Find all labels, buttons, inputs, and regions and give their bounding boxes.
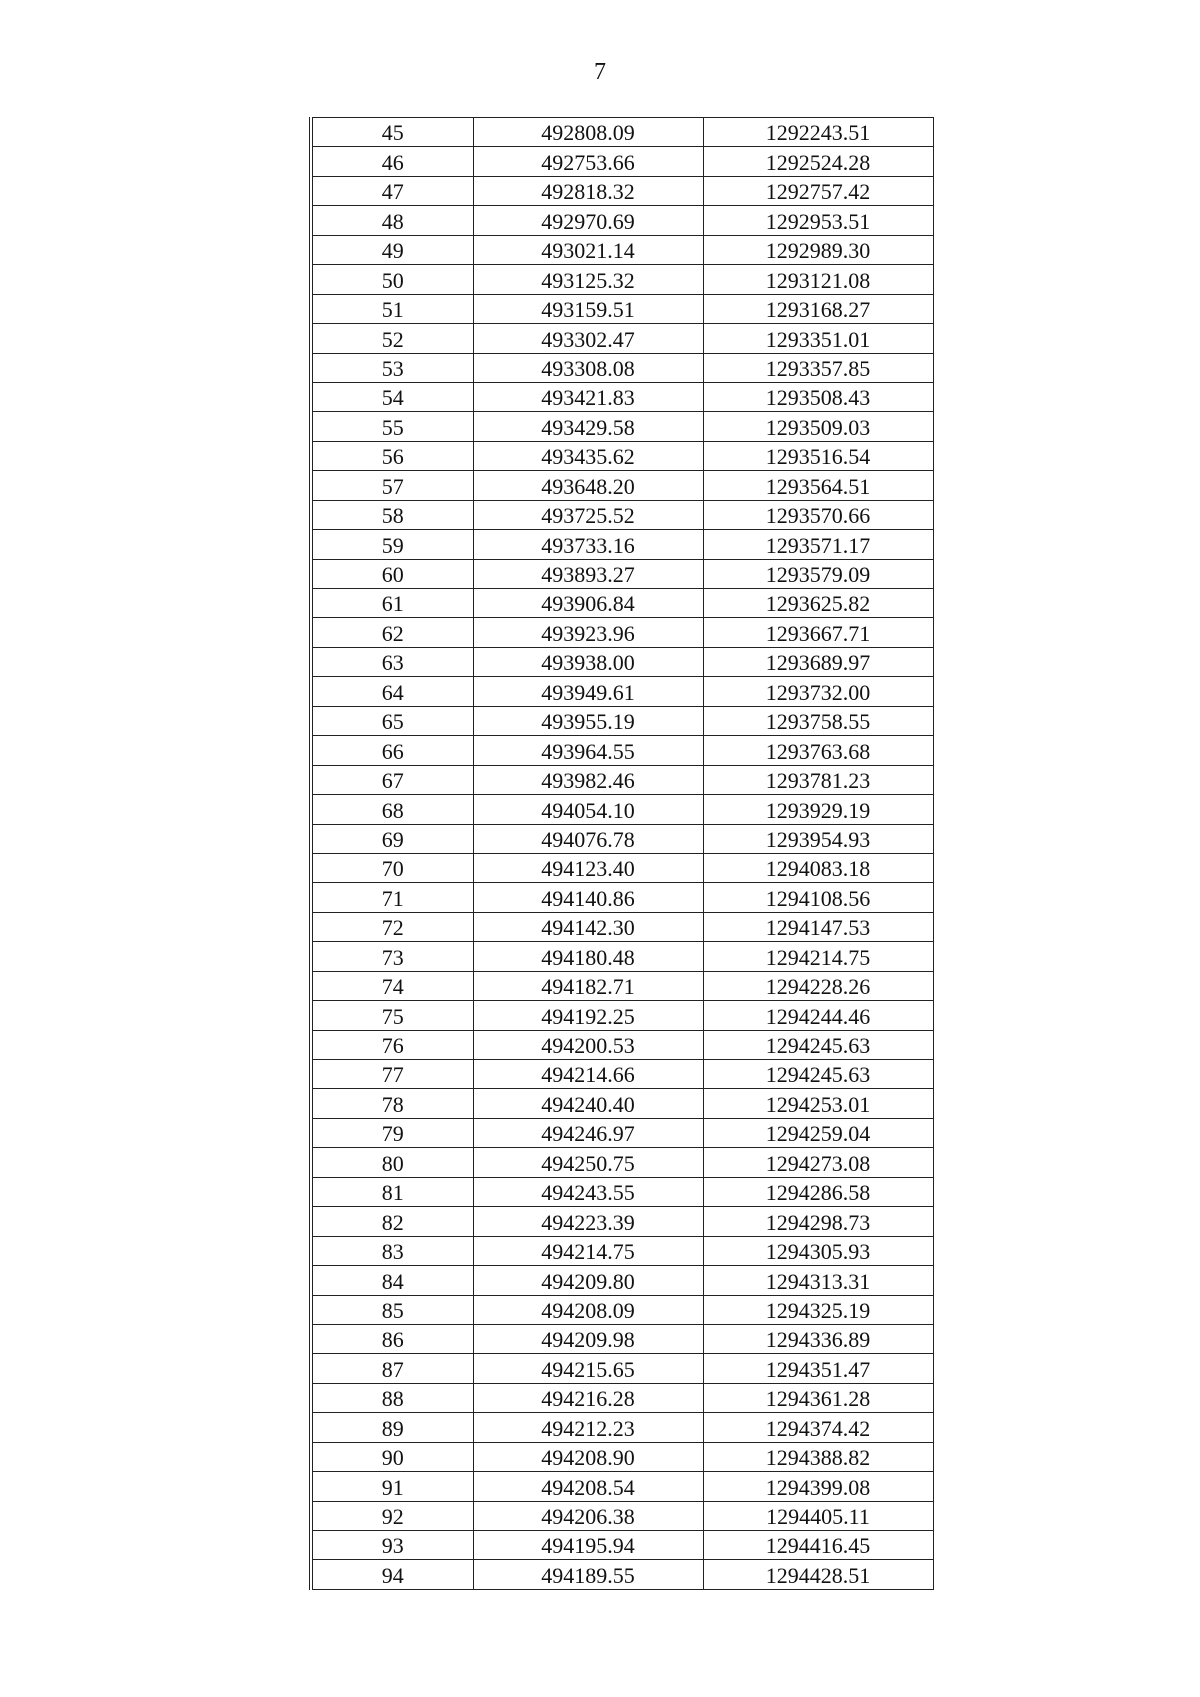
table-row	[311, 1560, 933, 1589]
table-row	[311, 765, 933, 794]
y-coordinate-cell: 1294108.56	[703, 883, 933, 912]
y-coordinate-cell: 1292524.28	[703, 147, 933, 176]
point-number-cell: 49	[311, 235, 473, 264]
table-row	[311, 441, 933, 470]
y-coordinate-cell: 1294374.42	[703, 1413, 933, 1442]
y-coordinate-cell: 1294351.47	[703, 1354, 933, 1383]
table-row	[311, 618, 933, 647]
x-coordinate-cell: 494246.97	[473, 1118, 703, 1147]
y-coordinate-cell: 1294405.11	[703, 1501, 933, 1530]
table-row	[311, 1236, 933, 1265]
x-coordinate-cell: 493893.27	[473, 559, 703, 588]
point-number-cell: 88	[311, 1383, 473, 1412]
y-coordinate-cell: 1294361.28	[703, 1383, 933, 1412]
point-number-cell: 91	[311, 1472, 473, 1501]
point-number-cell: 94	[311, 1560, 473, 1589]
table-row	[311, 265, 933, 294]
point-number-cell: 45	[311, 118, 473, 147]
point-number-cell: 84	[311, 1266, 473, 1295]
x-coordinate-cell: 492808.09	[473, 118, 703, 147]
point-number-cell: 50	[311, 265, 473, 294]
point-number-cell: 76	[311, 1030, 473, 1059]
x-coordinate-cell: 494214.75	[473, 1236, 703, 1265]
table-row	[311, 589, 933, 618]
point-number-cell: 67	[311, 765, 473, 794]
table-row	[311, 1413, 933, 1442]
point-number-cell: 81	[311, 1177, 473, 1206]
table-row	[311, 118, 933, 147]
y-coordinate-cell: 1293516.54	[703, 441, 933, 470]
y-coordinate-cell: 1294399.08	[703, 1472, 933, 1501]
x-coordinate-cell: 493421.83	[473, 382, 703, 411]
point-number-cell: 62	[311, 618, 473, 647]
y-coordinate-cell: 1293570.66	[703, 500, 933, 529]
x-coordinate-cell: 494209.98	[473, 1324, 703, 1353]
x-coordinate-cell: 493159.51	[473, 294, 703, 323]
point-number-cell: 54	[311, 382, 473, 411]
coordinates-table	[309, 117, 934, 1590]
table-row	[311, 471, 933, 500]
table-row	[311, 1442, 933, 1471]
table-row	[311, 235, 933, 264]
x-coordinate-cell: 494209.80	[473, 1266, 703, 1295]
x-coordinate-cell: 494054.10	[473, 795, 703, 824]
table-row	[311, 824, 933, 853]
table-row	[311, 942, 933, 971]
point-number-cell: 75	[311, 1001, 473, 1030]
y-coordinate-cell: 1293954.93	[703, 824, 933, 853]
table-row	[311, 412, 933, 441]
y-coordinate-cell: 1293579.09	[703, 559, 933, 588]
point-number-cell: 83	[311, 1236, 473, 1265]
y-coordinate-cell: 1294147.53	[703, 912, 933, 941]
y-coordinate-cell: 1293121.08	[703, 265, 933, 294]
table-row	[311, 706, 933, 735]
y-coordinate-cell: 1293781.23	[703, 765, 933, 794]
table-row	[311, 353, 933, 382]
y-coordinate-cell: 1294428.51	[703, 1560, 933, 1589]
table-row	[311, 176, 933, 205]
x-coordinate-cell: 493308.08	[473, 353, 703, 382]
y-coordinate-cell: 1294286.58	[703, 1177, 933, 1206]
point-number-cell: 80	[311, 1148, 473, 1177]
x-coordinate-cell: 494189.55	[473, 1560, 703, 1589]
y-coordinate-cell: 1293689.97	[703, 647, 933, 676]
table-row	[311, 500, 933, 529]
x-coordinate-cell: 493906.84	[473, 589, 703, 618]
table-row	[311, 1501, 933, 1530]
y-coordinate-cell: 1293571.17	[703, 530, 933, 559]
point-number-cell: 72	[311, 912, 473, 941]
table-row	[311, 677, 933, 706]
table-row	[311, 382, 933, 411]
table-row	[311, 1354, 933, 1383]
x-coordinate-cell: 494212.23	[473, 1413, 703, 1442]
table-row	[311, 1089, 933, 1118]
point-number-cell: 48	[311, 206, 473, 235]
table-row	[311, 1383, 933, 1412]
x-coordinate-cell: 493302.47	[473, 324, 703, 353]
x-coordinate-cell: 494216.28	[473, 1383, 703, 1412]
point-number-cell: 59	[311, 530, 473, 559]
x-coordinate-cell: 494123.40	[473, 853, 703, 882]
y-coordinate-cell: 1294245.63	[703, 1060, 933, 1089]
point-number-cell: 51	[311, 294, 473, 323]
y-coordinate-cell: 1292243.51	[703, 118, 933, 147]
table-row	[311, 324, 933, 353]
point-number-cell: 85	[311, 1295, 473, 1324]
point-number-cell: 60	[311, 559, 473, 588]
point-number-cell: 87	[311, 1354, 473, 1383]
point-number-cell: 55	[311, 412, 473, 441]
table-row	[311, 530, 933, 559]
x-coordinate-cell: 494192.25	[473, 1001, 703, 1030]
point-number-cell: 57	[311, 471, 473, 500]
table-row	[311, 1148, 933, 1177]
x-coordinate-cell: 494223.39	[473, 1207, 703, 1236]
table-row	[311, 147, 933, 176]
point-number-cell: 71	[311, 883, 473, 912]
y-coordinate-cell: 1293625.82	[703, 589, 933, 618]
y-coordinate-cell: 1293508.43	[703, 382, 933, 411]
y-coordinate-cell: 1293351.01	[703, 324, 933, 353]
x-coordinate-cell: 494214.66	[473, 1060, 703, 1089]
table-row	[311, 1207, 933, 1236]
x-coordinate-cell: 493021.14	[473, 235, 703, 264]
point-number-cell: 65	[311, 706, 473, 735]
point-number-cell: 73	[311, 942, 473, 971]
table-row	[311, 736, 933, 765]
point-number-cell: 66	[311, 736, 473, 765]
x-coordinate-cell: 493938.00	[473, 647, 703, 676]
point-number-cell: 52	[311, 324, 473, 353]
x-coordinate-cell: 494215.65	[473, 1354, 703, 1383]
x-coordinate-cell: 494180.48	[473, 942, 703, 971]
point-number-cell: 46	[311, 147, 473, 176]
x-coordinate-cell: 494142.30	[473, 912, 703, 941]
y-coordinate-cell: 1294325.19	[703, 1295, 933, 1324]
point-number-cell: 56	[311, 441, 473, 470]
x-coordinate-cell: 493955.19	[473, 706, 703, 735]
table-row	[311, 1030, 933, 1059]
y-coordinate-cell: 1294253.01	[703, 1089, 933, 1118]
x-coordinate-cell: 493725.52	[473, 500, 703, 529]
x-coordinate-cell: 494140.86	[473, 883, 703, 912]
point-number-cell: 64	[311, 677, 473, 706]
point-number-cell: 79	[311, 1118, 473, 1147]
y-coordinate-cell: 1294245.63	[703, 1030, 933, 1059]
y-coordinate-cell: 1294228.26	[703, 971, 933, 1000]
table-row	[311, 971, 933, 1000]
y-coordinate-cell: 1292757.42	[703, 176, 933, 205]
point-number-cell: 92	[311, 1501, 473, 1530]
page-number: 7	[594, 59, 606, 85]
table-row	[311, 559, 933, 588]
x-coordinate-cell: 494076.78	[473, 824, 703, 853]
table-row	[311, 1324, 933, 1353]
table-row	[311, 1295, 933, 1324]
point-number-cell: 61	[311, 589, 473, 618]
x-coordinate-cell: 494200.53	[473, 1030, 703, 1059]
point-number-cell: 47	[311, 176, 473, 205]
table-row	[311, 294, 933, 323]
x-coordinate-cell: 494206.38	[473, 1501, 703, 1530]
x-coordinate-cell: 493949.61	[473, 677, 703, 706]
table-row	[311, 1266, 933, 1295]
x-coordinate-cell: 493648.20	[473, 471, 703, 500]
x-coordinate-cell: 494208.09	[473, 1295, 703, 1324]
y-coordinate-cell: 1294336.89	[703, 1324, 933, 1353]
table-row	[311, 206, 933, 235]
x-coordinate-cell: 494208.54	[473, 1472, 703, 1501]
table-row	[311, 1472, 933, 1501]
x-coordinate-cell: 493982.46	[473, 765, 703, 794]
table-row	[311, 795, 933, 824]
y-coordinate-cell: 1293667.71	[703, 618, 933, 647]
point-number-cell: 63	[311, 647, 473, 676]
point-number-cell: 58	[311, 500, 473, 529]
y-coordinate-cell: 1294214.75	[703, 942, 933, 971]
table-row	[311, 1001, 933, 1030]
x-coordinate-cell: 493435.62	[473, 441, 703, 470]
point-number-cell: 82	[311, 1207, 473, 1236]
x-coordinate-cell: 494243.55	[473, 1177, 703, 1206]
table-row	[311, 1177, 933, 1206]
y-coordinate-cell: 1293357.85	[703, 353, 933, 382]
coordinates-table-body	[311, 118, 933, 1590]
x-coordinate-cell: 493964.55	[473, 736, 703, 765]
point-number-cell: 74	[311, 971, 473, 1000]
point-number-cell: 86	[311, 1324, 473, 1353]
y-coordinate-cell: 1293564.51	[703, 471, 933, 500]
table-row	[311, 912, 933, 941]
table-row	[311, 647, 933, 676]
point-number-cell: 77	[311, 1060, 473, 1089]
y-coordinate-cell: 1293758.55	[703, 706, 933, 735]
point-number-cell: 89	[311, 1413, 473, 1442]
point-number-cell: 93	[311, 1531, 473, 1560]
point-number-cell: 69	[311, 824, 473, 853]
x-coordinate-cell: 492970.69	[473, 206, 703, 235]
x-coordinate-cell: 492818.32	[473, 176, 703, 205]
y-coordinate-cell: 1294259.04	[703, 1118, 933, 1147]
point-number-cell: 78	[311, 1089, 473, 1118]
y-coordinate-cell: 1293509.03	[703, 412, 933, 441]
x-coordinate-cell: 493923.96	[473, 618, 703, 647]
x-coordinate-cell: 494250.75	[473, 1148, 703, 1177]
y-coordinate-cell: 1294244.46	[703, 1001, 933, 1030]
y-coordinate-cell: 1294313.31	[703, 1266, 933, 1295]
table-row	[311, 883, 933, 912]
y-coordinate-cell: 1292989.30	[703, 235, 933, 264]
x-coordinate-cell: 493125.32	[473, 265, 703, 294]
x-coordinate-cell: 493733.16	[473, 530, 703, 559]
y-coordinate-cell: 1294273.08	[703, 1148, 933, 1177]
point-number-cell: 68	[311, 795, 473, 824]
y-coordinate-cell: 1294298.73	[703, 1207, 933, 1236]
y-coordinate-cell: 1293732.00	[703, 677, 933, 706]
x-coordinate-cell: 494208.90	[473, 1442, 703, 1471]
y-coordinate-cell: 1293168.27	[703, 294, 933, 323]
y-coordinate-cell: 1294416.45	[703, 1531, 933, 1560]
x-coordinate-cell: 493429.58	[473, 412, 703, 441]
table-row	[311, 1060, 933, 1089]
point-number-cell: 70	[311, 853, 473, 882]
point-number-cell: 53	[311, 353, 473, 382]
y-coordinate-cell: 1294305.93	[703, 1236, 933, 1265]
x-coordinate-cell: 494182.71	[473, 971, 703, 1000]
point-number-cell: 90	[311, 1442, 473, 1471]
y-coordinate-cell: 1294083.18	[703, 853, 933, 882]
x-coordinate-cell: 494195.94	[473, 1531, 703, 1560]
x-coordinate-cell: 492753.66	[473, 147, 703, 176]
y-coordinate-cell: 1292953.51	[703, 206, 933, 235]
y-coordinate-cell: 1294388.82	[703, 1442, 933, 1471]
table-row	[311, 1531, 933, 1560]
table-row	[311, 853, 933, 882]
y-coordinate-cell: 1293763.68	[703, 736, 933, 765]
y-coordinate-cell: 1293929.19	[703, 795, 933, 824]
x-coordinate-cell: 494240.40	[473, 1089, 703, 1118]
table-row	[311, 1118, 933, 1147]
